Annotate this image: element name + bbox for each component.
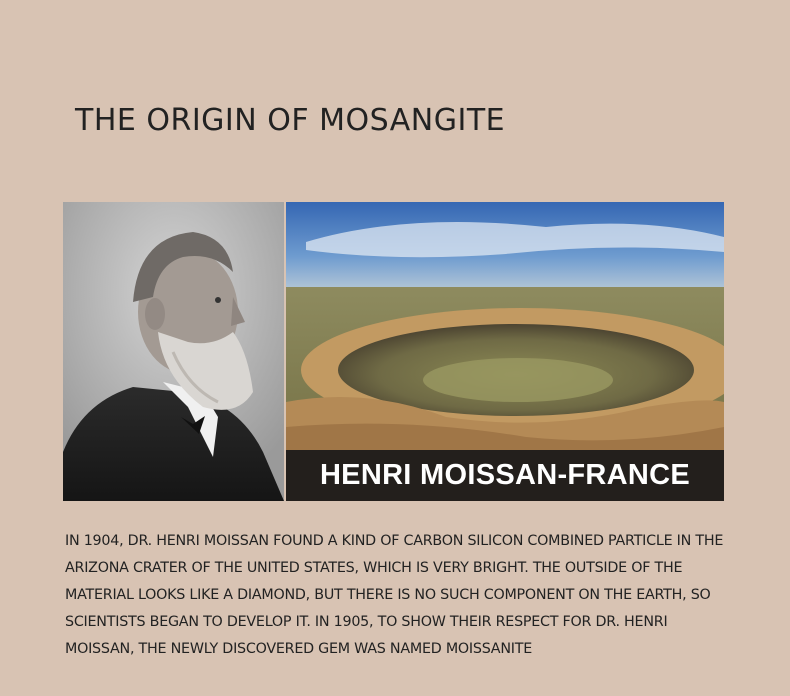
caption-bar	[286, 450, 724, 501]
page-title: THE ORIGIN OF MOSANGITE	[75, 103, 506, 138]
caption-text: HENRI MOISSAN-FRANCE	[319, 459, 691, 491]
portrait-photo	[63, 202, 284, 501]
body-paragraph: IN 1904, DR. HENRI MOISSAN FOUND A KIND OF CARBON SILICON COMBINED PARTICLE IN THE ARIZONA CRATER OF THE UNITED STATES, WHICH IS VERY BRIGHT. THE OUTSIDE OF THE MATERIAL LOOKS LIKE A DIAMOND, BUT THERE IS NO SUCH COMPONENT ON THE EARTH, SO SCIENTISTS BEGAN TO DEVELOP IT. IN 1905, TO SHOW THEIR RESPECT FOR DR. HENRI MOISSAN, THE NEWLY DISCOVERED GEM WAS NAMED MOISSANITE	[65, 533, 724, 657]
photo-row	[63, 202, 724, 501]
